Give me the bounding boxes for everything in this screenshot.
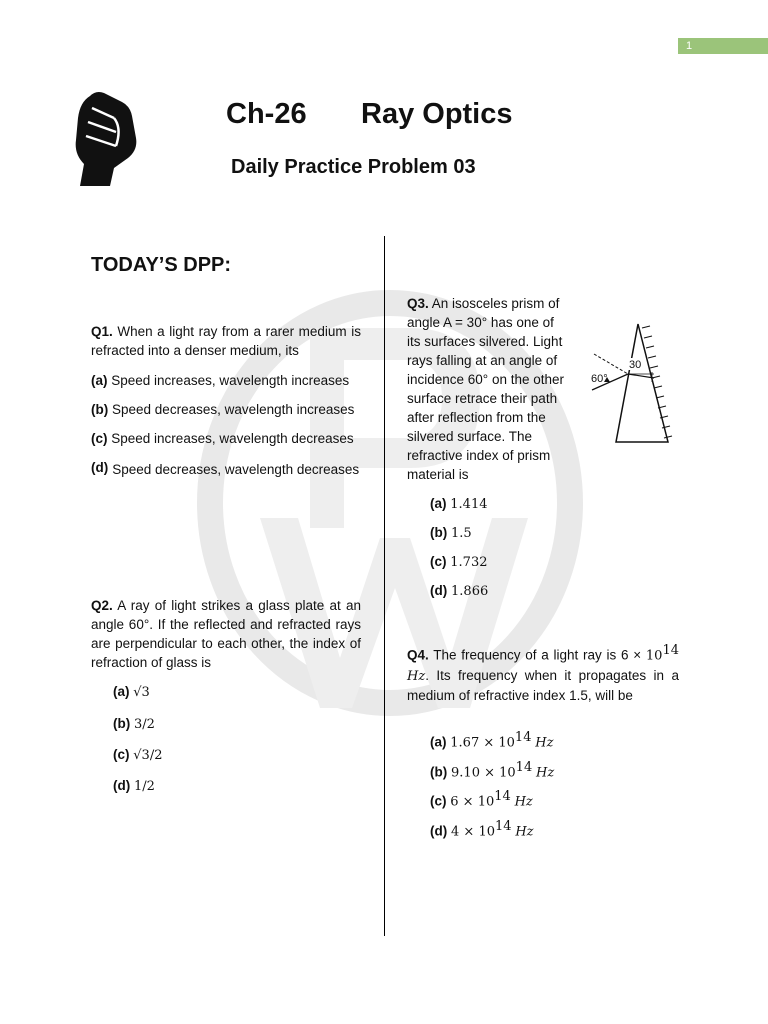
q4-option-d: (d) $4 \times 10^{14}$ Hz xyxy=(430,819,534,840)
q3-option-a: (a) 1.414 xyxy=(430,496,488,512)
question-number: Q4. xyxy=(407,647,429,663)
question-1 xyxy=(91,322,361,360)
fist-logo-icon xyxy=(70,88,142,188)
q2-option-b: (b) 3/2 xyxy=(113,716,155,732)
question-text: A ray of light strikes a glass plate at an angle 60°. If the reflected and refracted rays are perpendicular to each other, the index of refraction of glass is xyxy=(91,598,361,670)
q4-option-c: (c) $6 \times 10^{14}$ Hz xyxy=(430,789,533,810)
question-number: Q2. xyxy=(91,598,113,613)
question-number: Q1. xyxy=(91,324,113,339)
q1-option-a: (a) Speed increases, wavelength increases xyxy=(91,373,350,388)
page-subtitle: Daily Practice Problem 03 xyxy=(231,156,476,178)
q4-option-b: (b) $9.10 \times 10^{14}$ Hz xyxy=(430,760,555,781)
question-2 xyxy=(91,596,361,672)
chapter-number: Ch-26 xyxy=(226,98,307,130)
q1-option-b: (b) Speed decreases, wavelength increases xyxy=(91,402,355,417)
page-number: 1 xyxy=(678,38,768,54)
q1-option-d: (d) Speed decreases, wavelength decreases xyxy=(91,460,360,477)
question-number: Q3. xyxy=(407,296,429,311)
q1-option-c: (c) Speed increases, wavelength decreases xyxy=(91,431,354,446)
q3-option-d: (d) 1.866 xyxy=(430,583,489,599)
figure-label-30: 30 xyxy=(629,359,642,371)
q3-option-b: (b) 1.5 xyxy=(430,525,472,541)
q4-option-a: (a) $1.67 \times 10^{14}$ Hz xyxy=(430,730,554,751)
question-text: When a light ray from a rarer medium is refracted into a denser medium, its xyxy=(91,324,361,358)
q3-option-c: (c) 1.732 xyxy=(430,554,488,570)
q2-option-c: (c) √3/2 xyxy=(113,747,163,763)
chapter-title: Ray Optics xyxy=(361,98,513,130)
section-title: TODAY’S DPP: xyxy=(91,254,232,276)
question-4: Q4. The frequency of a light ray is $6 \times 10^{14}$ Hz. Its frequency when it propagates in a medium of refractive index 1.5, will be xyxy=(407,643,679,703)
figure-label-60: 60° xyxy=(591,373,608,385)
q2-option-d: (d) 1/2 xyxy=(113,778,155,794)
column-divider xyxy=(384,236,385,936)
question-3: Q3. An isosceles prism of angle A = 30° has one of its surfaces silvered. Light rays falling at an angle of incidence 60° on the other surface retrace their path after reflection from the silvered surface. The refractive index of prism material is xyxy=(407,296,565,482)
q2-option-a: (a) √3 xyxy=(113,684,150,700)
silvered-prism-figure xyxy=(588,318,680,456)
